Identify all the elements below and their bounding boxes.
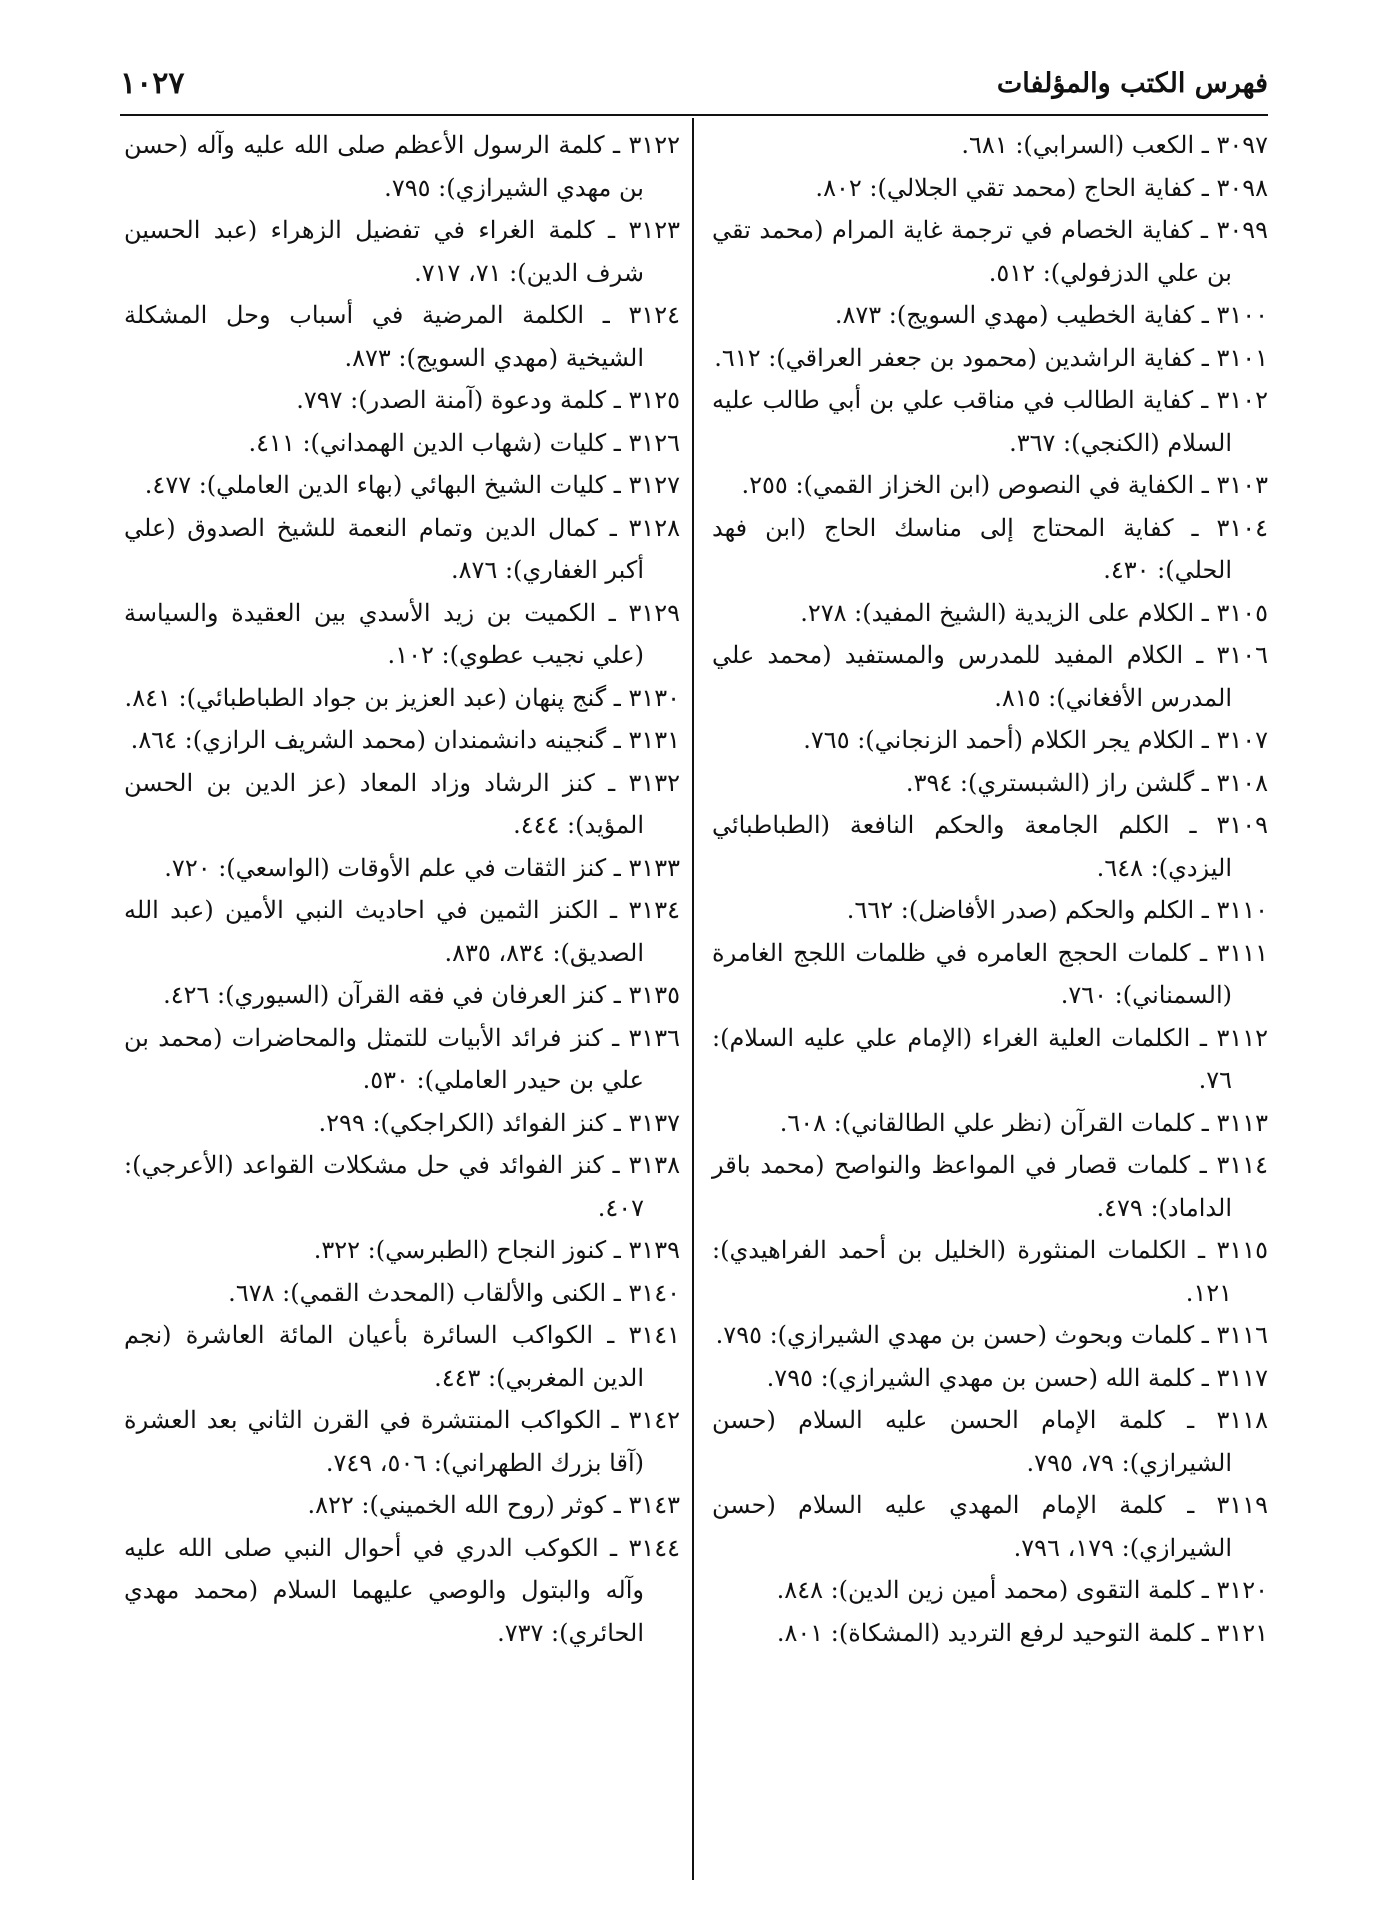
index-entry: ٣١١٤ ـ كلمات قصار في المواعظ والنواصح (محمد باقر الداماد): ٤٧٩. (712, 1151, 1268, 1222)
index-entry: ٣١١١ ـ كلمات الحجج العامره في ظلمات اللجج الغامرة (السمناني): ٧٦٠. (712, 938, 1268, 1009)
index-entry: ٣١٢٨ ـ كمال الدين وتمام النعمة للشيخ الصدوق (علي أكبر الغفاري): ٨٧٦. (124, 513, 680, 584)
running-title: فهرس الكتب والمؤلفات (996, 68, 1268, 99)
index-entry: ٣٠٩٨ ـ كفاية الحاج (محمد تقي الجلالي): ٨٠٢. (815, 173, 1268, 202)
index-entry: ٣١٣٣ ـ كنز الثقات في علم الأوقات (الواسعي): ٧٢٠. (164, 853, 680, 882)
index-entry: ٣١٢٢ ـ كلمة الرسول الأعظم صلى الله عليه وآله (حسن بن مهدي الشيرازي): ٧٩٥. (124, 131, 680, 202)
index-entry: ٣١٣٢ ـ كنز الرشاد وزاد المعاد (عز الدين بن الحسن المؤيد): ٤٤٤. (124, 768, 680, 839)
index-entry: ٣١٠١ ـ كفاية الراشدين (محمود بن جعفر العراقي): ٦١٢. (714, 343, 1268, 372)
index-entry: ٣١٣٩ ـ كنوز النجاح (الطبرسي): ٣٢٢. (313, 1236, 680, 1264)
index-entry: ٣١٠٠ ـ كفاية الخطيب (مهدي السويج): ٨٧٣. (834, 301, 1268, 329)
index-entry: ٣١٢٤ ـ الكلمة المرضية في أسباب وحل المشكلة الشيخية (مهدي السويج): ٨٧٣. (124, 301, 680, 372)
index-entry: ٣١٣٥ ـ كنز العرفان في فقه القرآن (السيوري): ٤٢٦. (163, 981, 680, 1009)
index-entry: ٣١١٦ ـ كلمات وبحوث (حسن بن مهدي الشيرازي): ٧٩٥. (715, 1321, 1268, 1349)
index-entry: ٣١٠٥ ـ الكلام على الزيدية (الشيخ المفيد): ٢٧٨. (800, 598, 1268, 627)
index-entry: ٣١١٣ ـ كلمات القرآن (نظر علي الطالقاني): ٦٠٨. (779, 1108, 1268, 1137)
index-entry: ٣٠٩٧ ـ الكعب (السرابي): ٦٨١. (961, 131, 1268, 159)
index-entry: ٣١٤٣ ـ كوثر (روح الله الخميني): ٨٢٢. (307, 1491, 680, 1519)
page-number: ١٠٢٧ (120, 66, 185, 101)
index-entry: ٣١٠٣ ـ الكفاية في النصوص (ابن الخزاز القمي): ٢٥٥. (741, 471, 1268, 499)
index-entry: ٣١٣٠ ـ گنج پنهان (عبد العزيز بن جواد الطباطبائي): ٨٤١. (124, 683, 680, 712)
index-entry: ٣١٢٥ ـ كلمة ودعوة (آمنة الصدر): ٧٩٧. (296, 386, 680, 414)
index-entry: ٣١٠٦ ـ الكلام المفيد للمدرس والمستفيد (محمد علي المدرس الأفغاني): ٨١٥. (712, 641, 1268, 712)
index-entry: ٣١٠٢ ـ كفاية الطالب في مناقب علي بن أبي طالب عليه السلام (الكنجي): ٣٦٧. (712, 386, 1268, 457)
index-entry: ٣١١٨ ـ كلمة الإمام الحسن عليه السلام (حسن الشيرازي): ٧٩، ٧٩٥. (712, 1406, 1268, 1477)
index-entry: ٣١٢١ ـ كلمة التوحيد لرفع الترديد (المشكاة): ٨٠١. (776, 1618, 1268, 1647)
index-entry: ٣١١٠ ـ الكلم والحكم (صدر الأفاضل): ٦٦٢. (846, 896, 1268, 924)
index-entry: ٣٠٩٩ ـ كفاية الخصام في ترجمة غاية المرام (محمد تقي بن علي الدزفولي): ٥١٢. (712, 216, 1268, 287)
left-column (124, 124, 680, 1654)
index-entry: ٣١٣٦ ـ كنز فرائد الأبيات للتمثل والمحاضرات (محمد بن علي بن حيدر العاملي): ٥٣٠. (124, 1023, 680, 1094)
page-header (120, 62, 1268, 118)
index-entry: ٣١٤١ ـ الكواكب السائرة بأعيان المائة العاشرة (نجم الدين المغربي): ٤٤٣. (124, 1321, 680, 1392)
index-entry: ٣١٢٣ ـ كلمة الغراء في تفضيل الزهراء (عبد الحسين شرف الدين): ٧١، ٧١٧. (124, 216, 680, 287)
index-entry: ٣١٣٤ ـ الكنز الثمين في احاديث النبي الأمين (عبد الله الصديق): ٨٣٤، ٨٣٥. (124, 896, 680, 967)
index-entry: ٣١٠٤ ـ كفاية المحتاج إلى مناسك الحاج (ابن فهد الحلي): ٤٣٠. (712, 513, 1268, 584)
index-entry: ٣١٤٠ ـ الكنى والألقاب (المحدث القمي): ٦٧٨. (228, 1278, 680, 1307)
index-entry: ٣١٢٩ ـ الكميت بن زيد الأسدي بين العقيدة والسياسة (علي نجيب عطوي): ١٠٢. (124, 598, 680, 669)
index-entry: ٣١٣٧ ـ كنز الفوائد (الكراجكي): ٢٩٩. (318, 1108, 680, 1137)
index-entry: ٣١٤٤ ـ الكوكب الدري في أحوال النبي صلى الله عليه وآله والبتول والوصي عليهما السلام (محمد مهدي الحائري): ٧٣٧. (124, 1533, 680, 1647)
index-entry: ٣١٢٧ ـ كليات الشيخ البهائي (بهاء الدين العاملي): ٤٧٧. (144, 471, 680, 499)
index-entry: ٣١٠٩ ـ الكلم الجامعة والحكم النافعة (الطباطبائي اليزدي): ٦٤٨. (712, 811, 1268, 882)
index-entry: ٣١٣٨ ـ كنز الفوائد في حل مشكلات القواعد (الأعرجي): ٤٠٧. (124, 1151, 680, 1222)
index-entry: ٣١١٢ ـ الكلمات العلية الغراء (الإمام علي عليه السلام): ٧٦. (712, 1023, 1268, 1094)
index-entry: ٣١١٩ ـ كلمة الإمام المهدي عليه السلام (حسن الشيرازي): ١٧٩، ٧٩٦. (712, 1491, 1268, 1562)
index-entry: ٣١٢٦ ـ كليات (شهاب الدين الهمداني): ٤١١. (248, 428, 680, 457)
index-entry: ٣١٤٢ ـ الكواكب المنتشرة في القرن الثاني بعد العشرة (آقا بزرك الطهراني): ٥٠٦، ٧٤٩. (124, 1406, 680, 1477)
index-entry: ٣١١٧ ـ كلمة الله (حسن بن مهدي الشيرازي): ٧٩٥. (766, 1363, 1268, 1392)
index-entry: ٣١٣١ ـ گنجينه دانشمندان (محمد الشريف الرازي): ٨٦٤. (130, 726, 680, 754)
index-entry: ٣١٢٠ ـ كلمة التقوى (محمد أمين زين الدين): ٨٤٨. (776, 1576, 1268, 1604)
index-entry: ٣١٠٧ ـ الكلام يجر الكلام (أحمد الزنجاني): ٧٦٥. (803, 726, 1268, 754)
right-column (712, 124, 1268, 1654)
column-divider (692, 118, 694, 1880)
header-rule (120, 114, 1268, 116)
index-entry: ٣١١٥ ـ الكلمات المنثورة (الخليل بن أحمد الفراهيدي): ١٢١. (712, 1236, 1268, 1307)
index-entry: ٣١٠٨ ـ گلشن راز (الشبستري): ٣٩٤. (905, 768, 1268, 797)
